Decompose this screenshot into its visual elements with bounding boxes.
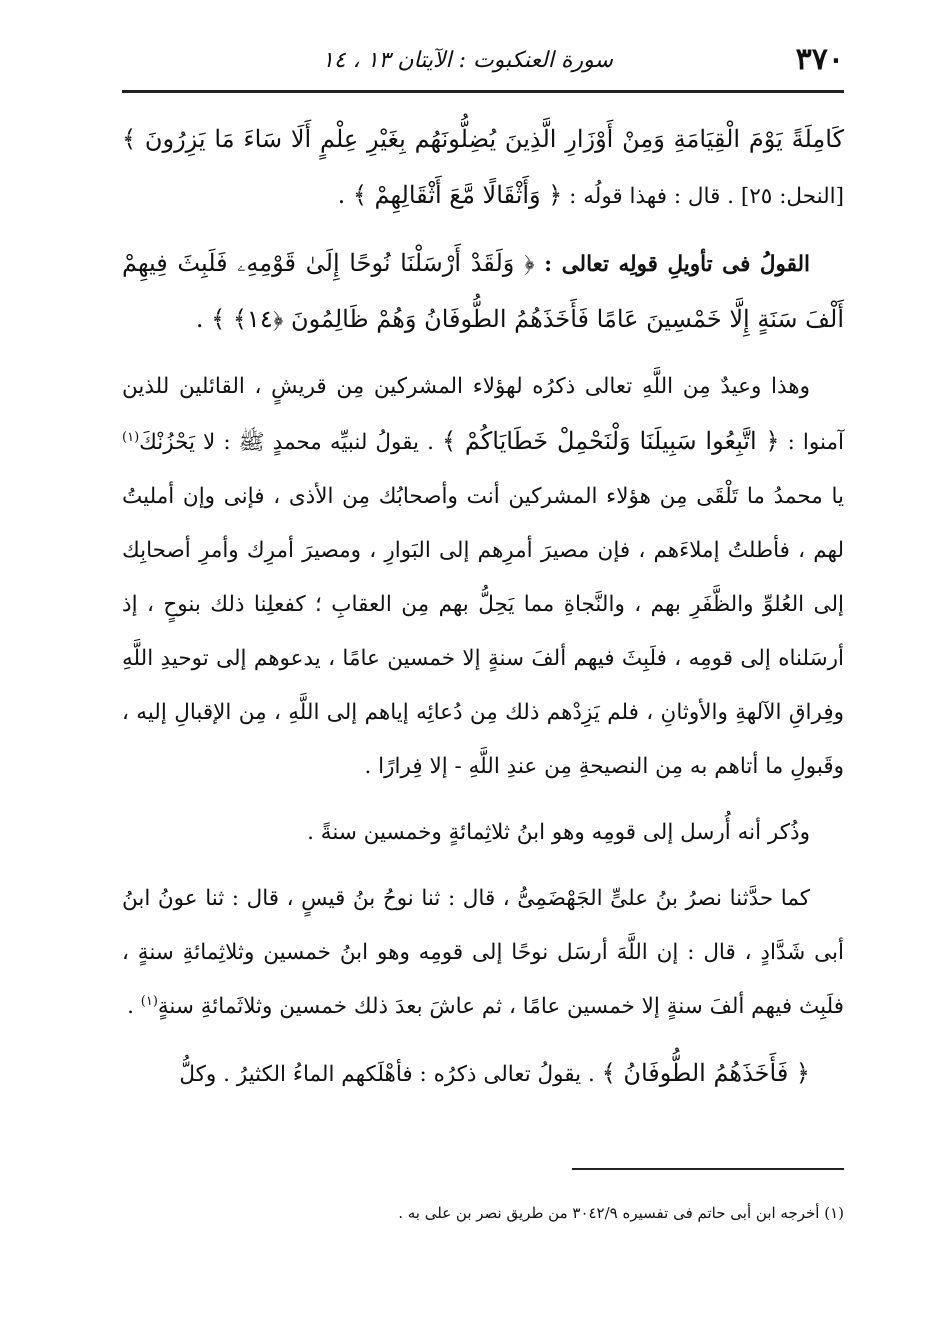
body-text (122, 112, 844, 1114)
paragraph (122, 236, 844, 348)
body-text-run: . (127, 994, 141, 1019)
quran-verse: ﴿ وَأَثْقَالًا مَّعَ أَثْقَالِهِمْ ﴾ . (337, 181, 563, 209)
running-title: سورة العنكبوت : الآيتان ١٣ ، ١٤ (322, 48, 613, 73)
quran-verse: ﴿ فَأَخَذَهُمُ الطُّوفَانُ ﴾ (601, 1059, 810, 1087)
body-text-run: . يقولُ تعالى ذكرُه : فأهْلَكهم الماءُ الكثيرُ . وكلُّ (179, 1062, 602, 1087)
paragraph (122, 1046, 844, 1102)
quran-verse: كَامِلَةً يَوْمَ الْقِيَامَةِ وَمِنْ أَوْزَارِ الَّذِينَ يُضِلُّونَهُم بِغَيْرِ عِلْمٍ أَلَا سَاءَ مَا يَزِرُونَ ﴾ (122, 125, 844, 153)
page-header (122, 38, 844, 93)
body-text-run: كما حدَّثنا نصرُ بنُ علىٍّ الجَهْضَمِىُّ ، قال : ثنا نوحُ بنُ قيسٍ ، قال : ثنا عونُ ابنُ أبى شَدَّادٍ ، قال : إن اللَّهَ أرسَل نوحًا إلى قومِه وهو ابنُ خمسين وثلاثِمائةِ سنةٍ ، فلَبِث فيهم ألفَ سنةٍ إلا خمسين عامًا ، ثم عاشَ بعدَ ذلك خمسين وثلاثَمائةِ سنةٍ (122, 886, 844, 1019)
body-text-run: [النحل: ٢٥] . قال : فهذا قولُه : (562, 184, 844, 209)
body-text-run: وهذا وعيدٌ مِن اللَّهِ تعالى ذكرُه لهؤلاء المشركين مِن قريشٍ ، القائلين للذين آمنوا : (122, 374, 844, 455)
footnote-divider (572, 1168, 844, 1170)
page-number: ٣٧٠ (795, 42, 844, 77)
body-text-run: يا محمدُ ما تَلْقَى مِن هؤلاء المشركين أنت وأصحابُك مِن الأذى ، فإنى وإن أمليتُ لهم ، فأطلتُ إملاءَهم ، فإن مصيرَ أمرِهم إلى البَوارِ ، ومصيرَ أمرِك وأمرِ أصحابِك إلى العُلوِّ والظَّفَرِ بهم ، والنَّجاةِ مما يَحِلُّ بهم مِن العقابِ ؛ كفعلِنا ذلك بنوحٍ ، إذ أرسَلناه إلى قومِه ، فلَبِثَ فيهم ألفَ سنةٍ إلا خمسين عامًا ، يدعوهم إلى توحيدِ اللَّهِ وفِراقِ الآلهةِ والأوثانِ ، فلم يَزِدْهم ذلك مِن دُعائِه إياهم إلى اللَّهِ ، مِن الإقبالِ إليه ، وقَبولِ ما أتاهم به مِن النصيحةِ مِن عندِ اللَّهِ - إلا فِرارًا . (122, 484, 844, 779)
paragraph (122, 112, 844, 224)
body-text-run: وذُكر أنه أُرسل إلى قومِه وهو ابنُ ثلاثِمائةٍ وخمسين سنةً . (307, 820, 810, 845)
paragraph (122, 806, 844, 860)
footnote-reference: (١) (122, 429, 140, 445)
paragraph (122, 872, 844, 1034)
footnote-reference: (١) (140, 993, 158, 1009)
section-heading: القولُ فى تأويلِ قولِه تعالى : (534, 252, 810, 277)
quran-verse: ﴿ وَلَقَدْ أَرْسَلْنَا نُوحًا إِلَىٰ قَوْمِهِۦ فَلَبِثَ فِيهِمْ أَلْفَ سَنَةٍ إِلَّا خَمْسِينَ عَامًا فَأَخَذَهُمُ الطُّوفَانُ وَهُمْ ظَالِمُونَ ﴿١٤﴾ ﴾ . (122, 249, 844, 333)
paragraph (122, 360, 844, 794)
footnote: (١) أخرجه ابن أبى حاتم فى تفسيره ٣٠٤٢/٩ من طريق نصر بن على به . (398, 1204, 844, 1222)
body-text-run: . يقولُ لنبيِّه محمدٍ ﷺ : لا يَحْزُنْكَ (139, 430, 442, 455)
quran-verse: ﴿ اتَّبِعُوا سَبِيلَنَا وَلْنَحْمِلْ خَطَايَاكُمْ ﴾ (441, 427, 780, 455)
